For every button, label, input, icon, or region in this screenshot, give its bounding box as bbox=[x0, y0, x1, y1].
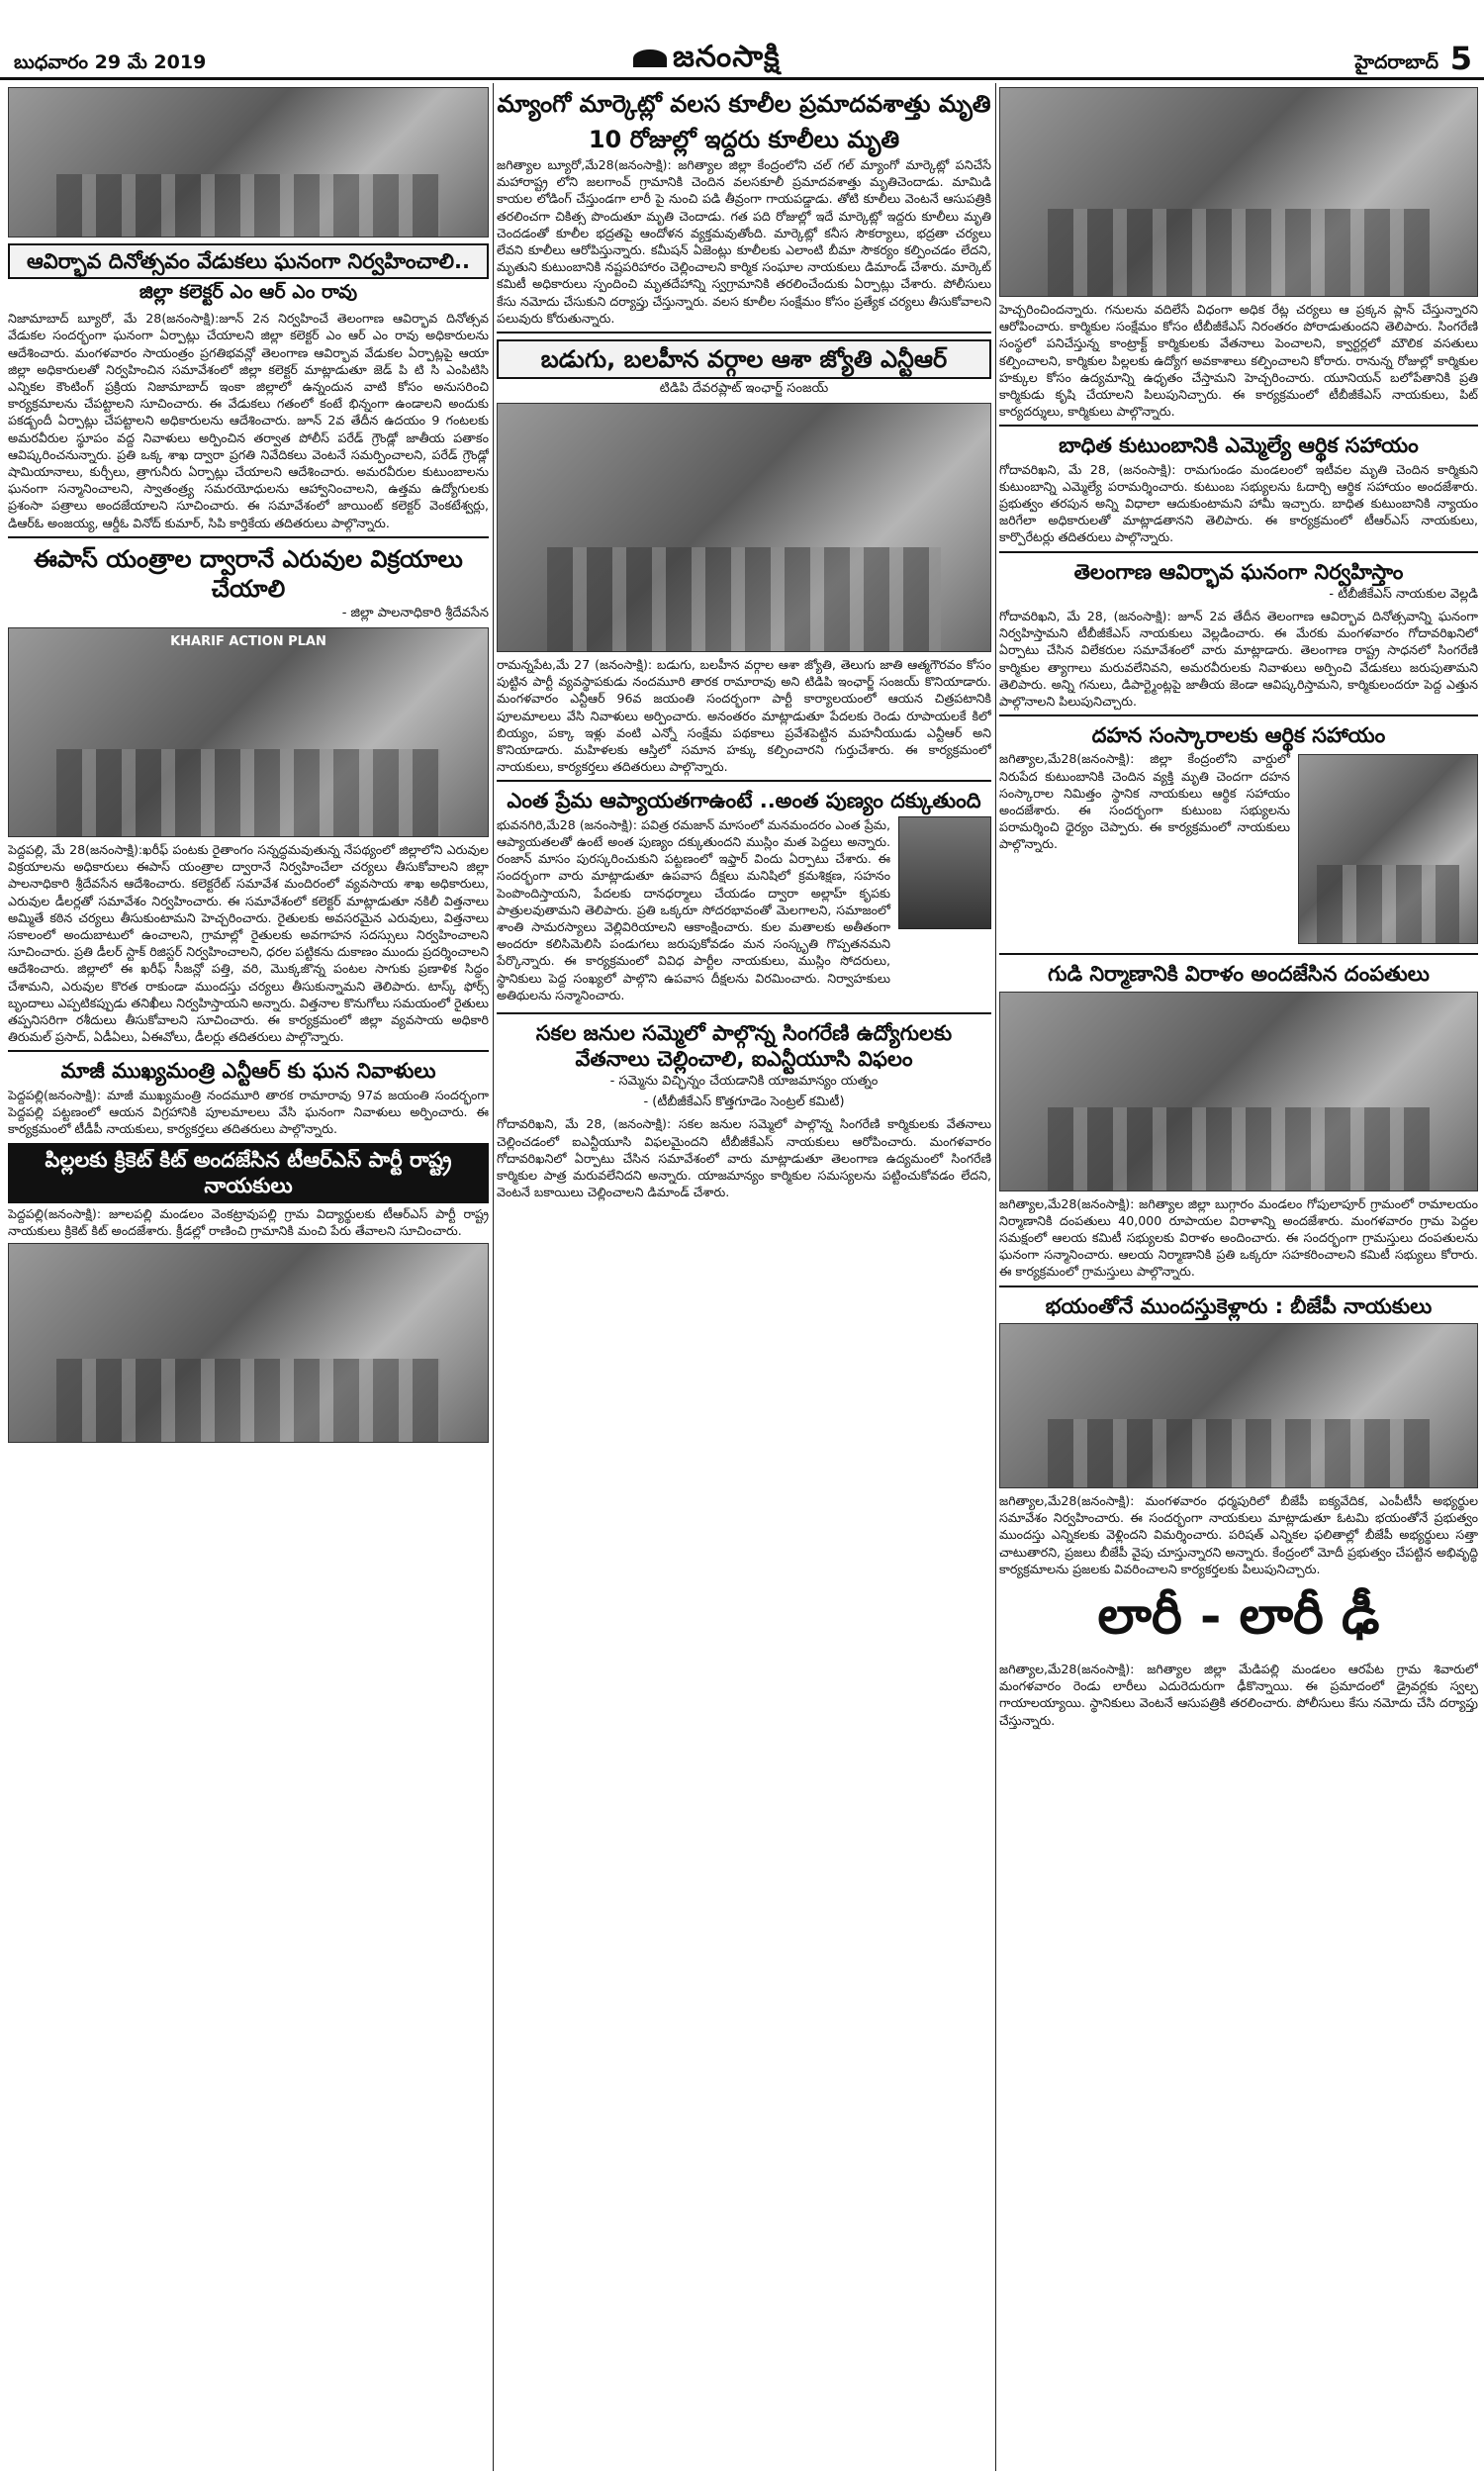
article-headline: బడుగు, బలహీన వర్గాల ఆశా జ్యోతి ఎన్టీఆర్ bbox=[497, 339, 991, 379]
article-subheadline: జిల్లా కలెక్టర్ ఎం ఆర్ ఎం రావు bbox=[139, 281, 358, 304]
divider bbox=[8, 1050, 489, 1052]
divider bbox=[497, 332, 991, 333]
column-center bbox=[497, 83, 991, 2471]
article-headline: ఎంత ప్రేమ ఆప్యాయతగాఉంటే ..అంత పుణ్యం దక్కుతుంది bbox=[507, 789, 981, 813]
children-cricket-photo bbox=[8, 1243, 489, 1443]
photo-banner-text: KHARIF ACTION PLAN bbox=[170, 633, 326, 649]
divider bbox=[999, 714, 1478, 716]
article-headline: లారీ - లారీ ఢీ bbox=[1097, 1584, 1380, 1646]
article-headline: మ్యాంగో మార్కెట్లో వలస కూలీల ప్రమాదవశాత్తు మృతి bbox=[497, 90, 991, 118]
article-headline: దహన సంస్కారాలకు ఆర్థిక సహాయం bbox=[1091, 723, 1386, 748]
article-body: గోదావరిఖని, మే 28, (జనంసాక్షి): జూన్ 2వ తేదీన తెలంగాణ ఆవిర్భావ దినోత్సవాన్ని ఘనంగా నిర్వహిస్తామని టీబీజీకేఎస్ నాయకులు వెల్లడించారు. ఈ మేరకు మంగళవారం గోదావరిఖనిలో ఏర్పాటు చేసిన విలేకరుల సమావేశంలో వారు మాట్లాడారు. తెలంగాణ రాష్ట్ర సాధనలో సింగరేణి కార్మికుల త్యాగాలు మరువలేనివని, అమరవీరులకు నివాళులు అర్పించి వేడుకలు జరుపుతామని తెలిపారు. అన్ని గనులు, డిపార్ట్మెంట్లపై జాతీయ జెండా ఆవిష్కరిస్తామని, కార్మికులందరూ పెద్ద ఎత్తున పాల్గొనాలని పిలుపునిచ్చారు. bbox=[999, 608, 1478, 709]
issue-date: బుధవారం 29 మే 2019 bbox=[14, 51, 207, 73]
article-headline: ఆవిర్భావ దినోత్సవం వేడుకలు ఘనంగా నిర్వహించాలి.. bbox=[8, 243, 489, 279]
article-body: జగిత్యాల బ్యూరో,మే28(జనంసాక్షి): జగిత్యాల జిల్లా కేంద్రంలోని చల్ గల్ మ్యాంగో మార్కెట్లో పనిచేసే మహారాష్ట్ర లోని జలగాంవ్ గ్రామానికి చెందిన వలసకూలీ ప్రమాదవశాత్తు మృతిచెందాడు. మామిడి కాయల లోడింగ్ చేస్తుండగా లారీ పై నుంచి పడి తీవ్రంగా గాయపడ్డాడు. తోటి కూలీలు వెంటనే ఆసుపత్రికి తరలించగా చికిత్స పొందుతూ మృతి చెందాడు. గత పది రోజుల్లో ఇదే మార్కెట్లో ఇద్దరు కూలీలు మృతి చెందడంతో కూలీల భద్రతపై ఆందోళన వ్యక్తమవుతోంది. మార్కెట్లో కనీస సౌకర్యాలు, భద్రతా చర్యలు లేవని కూలీలు ఆరోపిస్తున్నారు. కమీషన్ ఏజెంట్లు కూలీలకు ఎలాంటి బీమా సౌకర్యం కల్పించడం లేదని, మృతుని కుటుంబానికి నష్టపరిహారం చెల్లించాలని కార్మిక సంఘాల నాయకులు డిమాండ్ చేశారు. మార్కెట్ కమిటీ అధికారులు స్పందించి మృతదేహాన్ని స్వగ్రామానికి తరలించేందుకు ఏర్పాట్లు చేశారు. పోలీసులు కేసు నమోదు చేసుకుని దర్యాప్తు చేస్తున్నారు. వలస కూలీల సంక్షేమం కోసం ప్రత్యేక చర్యలు తీసుకోవాలని పలువురు కోరుతున్నారు. bbox=[497, 157, 991, 326]
article-headline: ఈపాస్ యంత్రాల ద్వారానే ఎరువుల విక్రయాలు చేయాలి bbox=[34, 544, 463, 603]
donation-photo bbox=[1298, 754, 1478, 944]
article-body: రామన్నపేట,మే 27 (జనంసాక్షి): బడుగు, బలహీన వర్గాల ఆశా జ్యోతి, తెలుగు జాతి ఆత్మగౌరవం కోసం పుట్టిన పార్టీ వ్యవస్థాపకుడు నందమూరి తారక రామారావు అని టిడిపి ఇంఛార్జ్ సంజయ్ కొనియాడారు. మంగళవారం ఎన్టీఆర్ 96వ జయంతి సందర్భంగా పార్టీ కార్యాలయంలో ఆయన చిత్రపటానికి పూలమాలలు వేసి నివాళులు అర్పించారు. అనంతరం మాట్లాడుతూ పేదలకు రెండు రూపాయలకే కిలో బియ్యం, పక్కా ఇళ్లు వంటి ఎన్నో సంక్షేమ పథకాలు ప్రవేశపెట్టిన మహనీయుడు ఎన్టీఆర్ అని కొనియాడారు. మహిళలకు ఆస్తిలో సమాన హక్కు కల్పించారని గుర్తుచేశారు. ఈ కార్యక్రమంలో నాయకులు, కార్యకర్తలు తదితరులు పాల్గొన్నారు. bbox=[497, 657, 991, 775]
divider bbox=[8, 536, 489, 538]
divider bbox=[999, 953, 1478, 955]
meeting-photo bbox=[8, 87, 489, 238]
article-headline: బాధిత కుటుంబానికి ఎమ్మెల్యే ఆర్థిక సహాయం bbox=[1059, 433, 1419, 458]
logo-text: జనంసాక్షి bbox=[673, 40, 781, 74]
article-headline: గుడి నిర్మాణానికి విరాళం అందజేసిన దంపతులు bbox=[1048, 962, 1430, 987]
article-body: జగిత్యాల,మే28(జనంసాక్షి): జగిత్యాల జిల్లా మేడిపల్లి మండలం ఆరపేట గ్రామ శివారులో మంగళవారం రెండు లారీలు ఎదురెదురుగా ఢీకొన్నాయి. ఈ ప్రమాదంలో డ్రైవర్లకు స్వల్ప గాయాలయ్యాయి. స్థానికులు వెంటనే ఆసుపత్రికి తరలించారు. పోలీసులు కేసు నమోదు చేసి దర్యాప్తు చేస్తున్నారు. bbox=[999, 1661, 1478, 1728]
article-body: పెద్దపల్లి, మే 28(జనంసాక్షి):ఖరీఫ్ పంటకు రైతాంగం సన్నద్ధమవుతున్న నేపథ్యంలో జిల్లాలోని ఎరువుల విక్రయాలను అధికారులు ఈపాస్ యంత్రాల ద్వారానే నిర్వహించేలా చర్యలు తీసుకోవాలని జిల్లా పాలనాధికారి శ్రీదేవసేన ఆదేశించారు. కలెక్టరేట్ సమావేశ మందిరంలో వ్యవసాయ శాఖ అధికారులు, ఎరువుల డీలర్లతో సమావేశం నిర్వహించారు. ఈ సమావేశంలో కలెక్టర్ మాట్లాడుతూ నకిలీ విత్తనాలు అమ్మితే కఠిన చర్యలు తీసుకుంటామని హెచ్చరించారు. రైతులకు అవసరమైన ఎరువులు, విత్తనాలు సకాలంలో అందుబాటులో ఉంచాలని, గ్రామాల్లో రైతులకు అవగాహన సదస్సులు నిర్వహించాలని సూచించారు. ప్రతి డీలర్ స్టాక్ రిజిస్టర్ నిర్వహించాలని, ధరల పట్టికను దుకాణం ముందు ప్రదర్శించాలని ఆదేశించారు. జిల్లాలో ఈ ఖరీఫ్ సీజన్లో పత్తి, వరి, మొక్కజొన్న పంటల సాగుకు ప్రణాళిక సిద్ధం చేశామని, ఎరువుల కొరత రాకుండా ముందస్తు చర్యలు తీసుకున్నామని తెలిపారు. టాస్క్ ఫోర్స్ బృందాలు ఎప్పటికప్పుడు తనిఖీలు నిర్వహిస్తాయని అన్నారు. విత్తనాల కొనుగోలు సమయంలో రైతులు తప్పనిసరిగా రశీదులు తీసుకోవాలని సూచించారు. ఈ కార్యక్రమంలో జిల్లా వ్యవసాయ అధికారి తిరుమల్ ప్రసాద్, ఏడీఏలు, ఏఈవోలు, డీలర్లు తదితరులు పాల్గొన్నారు. bbox=[8, 841, 489, 1045]
article-body: జగిత్యాల,మే28(జనంసాక్షి): జిల్లా కేంద్రంలోని వార్డులో నిరుపేద కుటుంబానికి చెందిన వ్యక్తి మృతి చెందగా దహన సంస్కారాల నిమిత్తం స్థానిక నాయకులు ఆర్థిక సహాయం అందజేశారు. ఈ సందర్భంగా కుటుంబ సభ్యులను పరామర్శించి ధైర్యం చెప్పారు. ఈ కార్యక్రమంలో నాయకులు పాల్గొన్నారు. bbox=[999, 751, 1290, 852]
temple-donation-photo bbox=[999, 992, 1478, 1191]
column-right bbox=[999, 83, 1478, 2471]
article-credit: - సమ్మెను విచ్ఛిన్నం చేయడానికి యాజమాన్యం యత్నం bbox=[609, 1074, 879, 1090]
article-headline: తెలంగాణ ఆవిర్భావ ఘనంగా నిర్వహిస్తాం bbox=[1073, 559, 1404, 584]
bjp-meeting-photo bbox=[999, 1323, 1478, 1488]
article-body: హెచ్చరించిందన్నారు. గనులను వదిలేసే విధంగా అధిక రేట్ల చర్యలు ఆ ప్రక్కన ప్లాన్ చేస్తున్నారని ఆరోపించారు. కార్మికుల సంక్షేమం కోసం టీబీజీకేఎస్ నిరంతరం పోరాడుతుందని తెలిపారు. సింగరేణి సంస్థలో పనిచేస్తున్న కాంట్రాక్ట్ కార్మికులకు వేతనాలు పెంచాలని, క్వార్టర్లలో మౌలిక వసతులు కల్పించాలని, కార్మికుల పిల్లలకు ఉద్యోగ అవకాశాలు కల్పించాలని కోరారు. రానున్న రోజుల్లో కార్మికుల హక్కుల కోసం ఉద్యమాన్ని ఉధృతం చేస్తామని హెచ్చరించారు. యూనియన్ బలోపేతానికి ప్రతి కార్మికుడు కృషి చేయాలని పిలుపునిచ్చారు. ఈ కార్యక్రమంలో టీబీజీకేఎస్ నాయకులు, పిట్ కార్యదర్శులు, కార్మికులు పాల్గొన్నారు. bbox=[999, 302, 1478, 420]
page-number: 5 bbox=[1449, 40, 1472, 77]
ntr-tribute-photo bbox=[497, 403, 991, 652]
article-body: పెద్దపల్లి(జనంసాక్షి): జూలపల్లి మండలం వెంకట్రావుపల్లి గ్రామ విద్యార్థులకు టీఆర్ఎస్ పార్టీ రాష్ట్ర నాయకులు క్రికెట్ కిట్ అందజేశారు. క్రీడల్లో రాణించి గ్రామానికి మంచి పేరు తేవాలని సూచించారు. bbox=[8, 1205, 489, 1238]
column-divider bbox=[995, 83, 996, 2471]
masthead bbox=[0, 0, 1484, 80]
column-divider bbox=[493, 83, 494, 2471]
article-body: పెద్దపల్లి(జనంసాక్షి): మాజీ ముఖ్యమంత్రి నందమూరి తారక రామారావు 97వ జయంతి సందర్భంగా పెద్దపల్లి పట్టణంలో ఆయన విగ్రహానికి పూలమాలలు వేసి ఘనంగా నివాళులు అర్పించారు. ఈ కార్యక్రమంలో టీడీపీ నాయకులు, కార్యకర్తలు తదితరులు పాల్గొన్నారు. bbox=[8, 1087, 489, 1136]
edition-city: హైదరాబాద్ bbox=[1354, 51, 1438, 73]
divider bbox=[999, 1285, 1478, 1287]
article-credit: టిడిపి దేవరప్లాట్ ఇంఛార్జ్ సంజయ్ bbox=[659, 381, 829, 397]
newspaper-logo bbox=[633, 40, 781, 81]
article-body: భువనగిరి,మే28 (జనంసాక్షి): పవిత్ర రమజాన్ మాసంలో మనమందరం ఎంత ప్రేమ, ఆప్యాయతలతో ఉంటే అంత పుణ్యం దక్కుతుందని ముస్లిం మత పెద్దలు అన్నారు. రంజాన్ మాసం పురస్కరించుకుని పట్టణంలో ఇఫ్తార్ విందు ఏర్పాటు చేశారు. ఈ సందర్భంగా వారు మాట్లాడుతూ ఉపవాస దీక్షలు మనిషిలో క్రమశిక్షణ, సహనం పెంపొందిస్తాయని, పేదలకు దానధర్మాలు చేయడం ద్వారా అల్లాహ్ కృపకు పాత్రులవుతామని తెలిపారు. ప్రతి ఒక్కరూ సోదరభావంతో మెలగాలని, సమాజంలో శాంతి సామరస్యాలు వెల్లివిరియాలని ఆకాంక్షించారు. కుల మతాలకు అతీతంగా అందరూ కలిసిమెలిసి పండుగలు జరుపుకోవడం మన సంస్కృతి గొప్పతనమని పేర్కొన్నారు. ఈ కార్యక్రమంలో వివిధ పార్టీల నాయకులు, ముస్లిం సోదరులు, స్థానికులు పెద్ద సంఖ్యలో పాల్గొని ఉపవాస దీక్షలను విరమించారు. నిర్వాహకులు అతిథులను సన్మానించారు. bbox=[497, 816, 890, 1002]
article-body: గోదావరిఖని, మే 28, (జనంసాక్షి): సకల జనుల సమ్మెలో పాల్గొన్న సింగరేణి కార్మికులకు వేతనాలు చెల్లించడంలో ఐఎన్టీయూసి విఫలమైందని టీబీజీకేఎస్ నాయకులు ఆరోపించారు. మంగళవారం గోదావరిఖనిలో ఏర్పాటు చేసిన సమావేశంలో వారు మాట్లాడుతూ తెలంగాణ ఉద్యమంలో సింగరేణి కార్మికుల పాత్ర మరువలేనిదని అన్నారు. యాజమాన్యం కార్మికుల సమస్యలను పట్టించుకోవడం లేదని, వెంటనే బకాయిలు చెల్లించాలని డిమాండ్ చేశారు. bbox=[497, 1116, 991, 1200]
divider bbox=[999, 425, 1478, 427]
kharif-meeting-photo bbox=[8, 627, 489, 837]
article-headline: పిల్లలకు క్రికెట్ కిట్ అందజేసిన టీఆర్ఎస్ పార్టీ రాష్ట్ర నాయకులు bbox=[8, 1143, 489, 1203]
article-with-portrait bbox=[497, 816, 991, 1007]
union-leaders-photo bbox=[999, 87, 1478, 297]
logo-mark-icon bbox=[633, 49, 667, 67]
article-headline: భయంతోనే ముందస్తుకెళ్లారు : బీజేపీ నాయకులు bbox=[1045, 1293, 1433, 1318]
article-headline: సకల జనుల సమ్మెలో పాల్గొన్న సింగరేణి ఉద్యోగులకు వేతనాలు చెల్లించాలి, ఐఎన్టీయూసి విఫలం bbox=[535, 1020, 953, 1072]
article-headline: మాజీ ముఖ్యమంత్రి ఎన్టీఆర్ కు ఘన నివాళులు bbox=[60, 1059, 436, 1084]
article-body: గోదావరిఖని, మే 28, (జనంసాక్షి): రామగుండం మండలంలో ఇటీవల మృతి చెందిన కార్మికుని కుటుంబాన్ని ఎమ్మెల్యే పరామర్శించారు. కుటుంబ సభ్యులను ఓదార్చి ఆర్థిక సహాయం అందజేశారు. ప్రభుత్వం తరపున అన్ని విధాలా ఆదుకుంటామని హామీ ఇచ్చారు. బాధిత కుటుంబానికి న్యాయం జరిగేలా అధికారులతో మాట్లాడతానని తెలిపారు. ఈ కార్యక్రమంలో టీఆర్ఎస్ నాయకులు, కార్పొరేటర్లు తదితరులు పాల్గొన్నారు. bbox=[999, 461, 1478, 545]
divider bbox=[999, 551, 1478, 553]
article-body: నిజామాబాద్ బ్యూరో, మే 28(జనంసాక్షి):జూన్ 2న నిర్వహించే తెలంగాణ ఆవిర్భావ దినోత్సవ వేడుకల సందర్భంగా ఘనంగా ఏర్పాట్లు చేయాలని జిల్లా కలెక్టర్ ఎం ఆర్ ఎం రావు అధికారులను ఆదేశించారు. మంగళవారం సాయంత్రం ప్రగతిభవన్లో తెలంగాణ ఆవిర్భావ వేడుకల ఏర్పాట్లపై ఆయా జిల్లా అధికారులతో నిర్వహించిన సమావేశంలో జిల్లా కలెక్టర్ మాట్లాడుతూ జెడ్ పి టి సి ఎంపిటిసి ఎన్నికల కౌంటింగ్ ప్రక్రియ నిజామాబాద్ ఇంకా జిల్లాలో ఉన్నందున వాటి కోసం అనుసరించి కార్యక్రమాలను చేపట్టాలని సూచించారు. ఈ వేడుకలు గతంలో కంటే భిన్నంగా ఉండాలని అందుకు పకడ్బందీ ఏర్పాట్లు చేపట్టాలని అధికారులను ఆదేశించారు. జూన్ 2వ తేదీన ఉదయం 9 గంటలకు అమరవీరుల స్థూపం వద్ద నివాళులు అర్పించిన తర్వాత పోలీస్ పరేడ్ గ్రౌండ్లో జాతీయ పతాకం ఆవిష్కరించనున్నారు. ప్రతి ఒక్క శాఖ ద్వారా ప్రగతి నివేదికలు వెంటనే సమర్పించాలని, పరేడ్ గ్రౌండ్లో షామియానాలు, కుర్చీలు, త్రాగునీరు ఏర్పాట్లు చేయాలని ఆదేశించారు. అమరవీరుల కుటుంబాలను ఘనంగా సన్మానించాలని, స్వాతంత్ర్య సమరయోధులను ఆహ్వానించాలని, ఉత్తమ ఉద్యోగులకు ప్రశంసా పత్రాలు అందజేయాలని సూచించారు. ఈ సమావేశంలో జాయింట్ కలెక్టర్ వెంకటేశ్వర్లు, డిఆర్ఓ అంజయ్య, ఆర్డీఓ వినోద్ కుమార్, సిపి కార్తికేయ తదితరులు పాల్గొన్నారు. bbox=[8, 311, 489, 530]
author-portrait bbox=[898, 816, 991, 929]
column-left bbox=[8, 83, 489, 2471]
article-body: జగిత్యాల,మే28(జనంసాక్షి): జగిత్యాల జిల్లా బుగ్గారం మండలం గోపులాపూర్ గ్రామంలో రామాలయం నిర్మాణానికి దంపతులు 40,000 రూపాయల విరాళాన్ని అందజేశారు. మంగళవారం గ్రామ పెద్దల సమక్షంలో ఆలయ కమిటీ సభ్యులకు విరాళం అందించారు. ఈ సందర్భంగా గ్రామస్తులు దంపతులను ఘనంగా సన్మానించారు. ఆలయ నిర్మాణానికి ప్రతి ఒక్కరూ సహకరించాలని కమిటీ సభ్యులు కోరారు. ఈ కార్యక్రమంలో గ్రామస్తులు పాల్గొన్నారు. bbox=[999, 1195, 1478, 1280]
divider bbox=[497, 1012, 991, 1014]
article-credit: - (టీబీజీకేఎస్ కొత్తగూడెం సెంట్రల్ కమిటీ) bbox=[643, 1095, 845, 1110]
article-credit: - టీబీజీకేఎస్ నాయకుల వెల్లడి bbox=[1329, 586, 1478, 602]
article-with-photo bbox=[999, 750, 1478, 948]
article-body: జగిత్యాల,మే28(జనంసాక్షి): మంగళవారం ధర్మపురిలో బీజేపీ ఐక్యవేదిక, ఎంపీటీసీ అభ్యర్థుల సమావేశం నిర్వహించారు. ఈ సందర్భంగా నాయకులు మాట్లాడుతూ ఓటమి భయంతోనే ప్రభుత్వం ముందస్తు ఎన్నికలకు వెళ్లిందని విమర్శించారు. పరిషత్ ఎన్నికల ఫలితాల్లో బీజేపీ అభ్యర్థులు సత్తా చాటుతారని, ప్రజలు బీజేపీ వైపు చూస్తున్నారని అన్నారు. కేంద్రంలో మోదీ ప్రభుత్వం చేపట్టిన అభివృద్ధి కార్యక్రమాలను ప్రజలకు వివరించాలని కార్యకర్తలకు పిలుపునిచ్చారు. bbox=[999, 1492, 1478, 1576]
article-credit: - జిల్లా పాలనాధికారి శ్రీదేవసేన bbox=[341, 605, 489, 620]
divider bbox=[497, 780, 991, 782]
article-subheadline: 10 రోజుల్లో ఇద్దరు కూలీలు మృతి bbox=[588, 126, 900, 153]
